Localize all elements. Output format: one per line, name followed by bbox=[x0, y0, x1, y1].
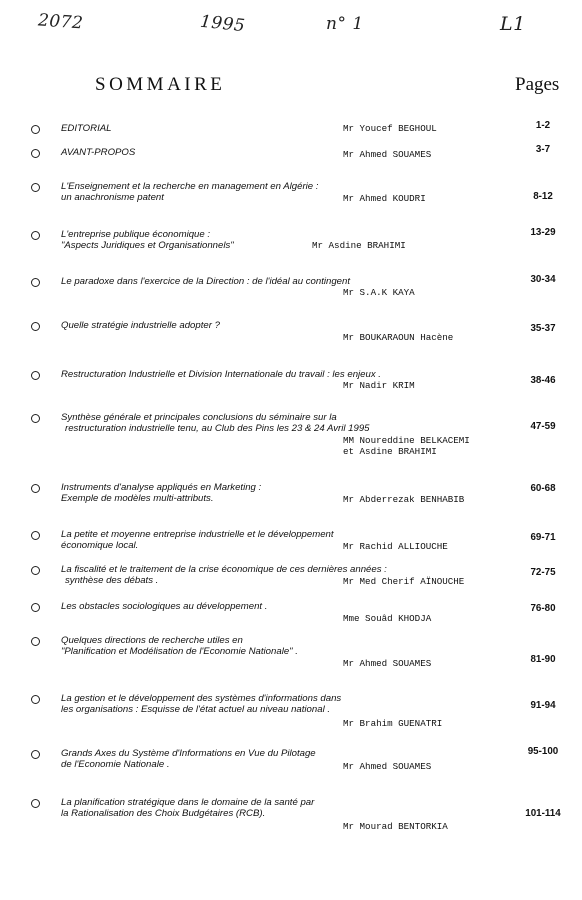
entry-author: Mr Ahmed SOUAMES bbox=[343, 761, 432, 772]
entry-page-range: 60-68 bbox=[530, 483, 556, 494]
entry-page-range: 91-94 bbox=[530, 700, 556, 711]
entry-page-range: 72-75 bbox=[530, 567, 556, 578]
entry-page-range: 3-7 bbox=[535, 144, 551, 155]
entry-title-line: "Planification et Modélisation de l'Economie Nationale" . bbox=[61, 646, 298, 657]
circle-bullet-icon bbox=[31, 750, 40, 759]
entry-page-range: 101-114 bbox=[525, 808, 561, 819]
entry-title-line: Instruments d'analyse appliqués en Marketing : bbox=[61, 482, 262, 493]
entry-author: Mr Med Cherif AÏNOUCHE bbox=[343, 576, 465, 587]
entry-title-line: Le paradoxe dans l'exercice de la Direction : de l'idéal au contingent bbox=[61, 276, 350, 287]
circle-bullet-icon bbox=[31, 322, 40, 331]
pages-column-header: Pages bbox=[515, 74, 560, 95]
entry-author: Mr Brahim GUENATRI bbox=[343, 718, 443, 729]
entry-author: et Asdine BRAHIMI bbox=[343, 446, 437, 457]
handwritten-year: 1995 bbox=[199, 11, 247, 37]
circle-bullet-icon bbox=[31, 414, 40, 423]
entry-title-line: L'entreprise publique économique : bbox=[61, 229, 211, 240]
circle-bullet-icon bbox=[31, 799, 40, 808]
entry-page-range: 13-29 bbox=[530, 227, 556, 238]
entry-title-line: Restructuration Industrielle et Division Internationale du travail : les enjeux . bbox=[61, 369, 381, 380]
entry-title-line: La petite et moyenne entreprise industrielle et le développement bbox=[61, 529, 334, 540]
entry-page-range: 38-46 bbox=[530, 375, 556, 386]
entry-page-range: 1-2 bbox=[535, 120, 551, 131]
entry-title-line: les organisations : Esquisse de l'état actuel au niveau national . bbox=[61, 704, 331, 715]
entry-title-line: Exemple de modèles multi-attributs. bbox=[61, 493, 214, 504]
entry-title-line: restructuration industrielle tenu, au Club des Pins les 23 & 24 Avril 1995 bbox=[65, 423, 370, 434]
entry-author: Mme Souâd KHODJA bbox=[343, 613, 432, 624]
entry-title-line: Quelques directions de recherche utiles en bbox=[61, 635, 243, 646]
entry-title-line: L'Enseignement et la recherche en management en Algérie : bbox=[61, 181, 319, 192]
handwritten-issue-number: n° 1 bbox=[326, 14, 364, 34]
entry-title-line: Synthèse générale et principales conclusions du séminaire sur la bbox=[61, 412, 337, 423]
entry-page-range: 30-34 bbox=[530, 274, 556, 285]
circle-bullet-icon bbox=[31, 566, 40, 575]
entry-title-line: La gestion et le développement des systèmes d'informations dans bbox=[61, 693, 342, 704]
entry-title-line: La fiscalité et le traitement de la crise économique de ces dernières années : bbox=[61, 564, 387, 575]
entry-author: Mr Ahmed KOUDRI bbox=[343, 193, 426, 204]
circle-bullet-icon bbox=[31, 125, 40, 134]
entry-title-line: Les obstacles sociologiques au développement . bbox=[61, 601, 268, 612]
circle-bullet-icon bbox=[31, 183, 40, 192]
handwritten-reference-number: 2072 bbox=[37, 10, 84, 34]
entry-page-range: 76-80 bbox=[530, 603, 556, 614]
entry-title-line: synthèse des débats . bbox=[65, 575, 159, 586]
circle-bullet-icon bbox=[31, 695, 40, 704]
page-title: SOMMAIRE bbox=[95, 74, 226, 95]
entry-title-line: EDITORIAL bbox=[61, 123, 112, 134]
circle-bullet-icon bbox=[31, 484, 40, 493]
entry-title-line: La planification stratégique dans le domaine de la santé par bbox=[61, 797, 315, 808]
entry-page-range: 69-71 bbox=[530, 532, 556, 543]
entry-page-range: 81-90 bbox=[530, 654, 556, 665]
entry-author: Mr Ahmed SOUAMES bbox=[343, 149, 432, 160]
entry-author: Mr BOUKARAOUN Hacène bbox=[343, 332, 454, 343]
circle-bullet-icon bbox=[31, 149, 40, 158]
entry-author: Mr Abderrezak BENHABIB bbox=[343, 494, 465, 505]
handwritten-corner-mark: L1 bbox=[500, 13, 526, 35]
entry-author: Mr Asdine BRAHIMI bbox=[312, 240, 406, 251]
entry-author: Mr Mourad BENTORKIA bbox=[343, 821, 448, 832]
entry-page-range: 95-100 bbox=[527, 746, 559, 757]
entry-title-line: un anachronisme patent bbox=[61, 192, 164, 203]
entry-page-range: 8-12 bbox=[533, 191, 553, 202]
circle-bullet-icon bbox=[31, 603, 40, 612]
entry-author: Mr Nadir KRIM bbox=[343, 380, 415, 391]
entry-title-line: la Rationalisation des Choix Budgétaires (RCB). bbox=[61, 808, 266, 819]
circle-bullet-icon bbox=[31, 637, 40, 646]
entry-title-line: de l'Economie Nationale . bbox=[61, 759, 170, 770]
entry-title-line: "Aspects Juridiques et Organisationnels" bbox=[61, 240, 234, 251]
circle-bullet-icon bbox=[31, 531, 40, 540]
circle-bullet-icon bbox=[31, 371, 40, 380]
circle-bullet-icon bbox=[31, 278, 40, 287]
entry-title-line: Grands Axes du Système d'Informations en Vue du Pilotage bbox=[61, 748, 316, 759]
entry-page-range: 35-37 bbox=[530, 323, 556, 334]
entry-page-range: 47-59 bbox=[530, 421, 556, 432]
entry-author: Mr S.A.K KAYA bbox=[343, 287, 415, 298]
entry-title-line: économique local. bbox=[61, 540, 139, 551]
entry-author: Mr Ahmed SOUAMES bbox=[343, 658, 432, 669]
entry-author: Mr Rachid ALLIOUCHE bbox=[343, 541, 448, 552]
entry-title-line: Quelle stratégie industrielle adopter ? bbox=[61, 320, 220, 331]
circle-bullet-icon bbox=[31, 231, 40, 240]
entry-title-line: AVANT-PROPOS bbox=[61, 147, 136, 158]
entry-author: Mr Youcef BEGHOUL bbox=[343, 123, 437, 134]
entry-author: MM Noureddine BELKACEMI bbox=[343, 435, 470, 446]
